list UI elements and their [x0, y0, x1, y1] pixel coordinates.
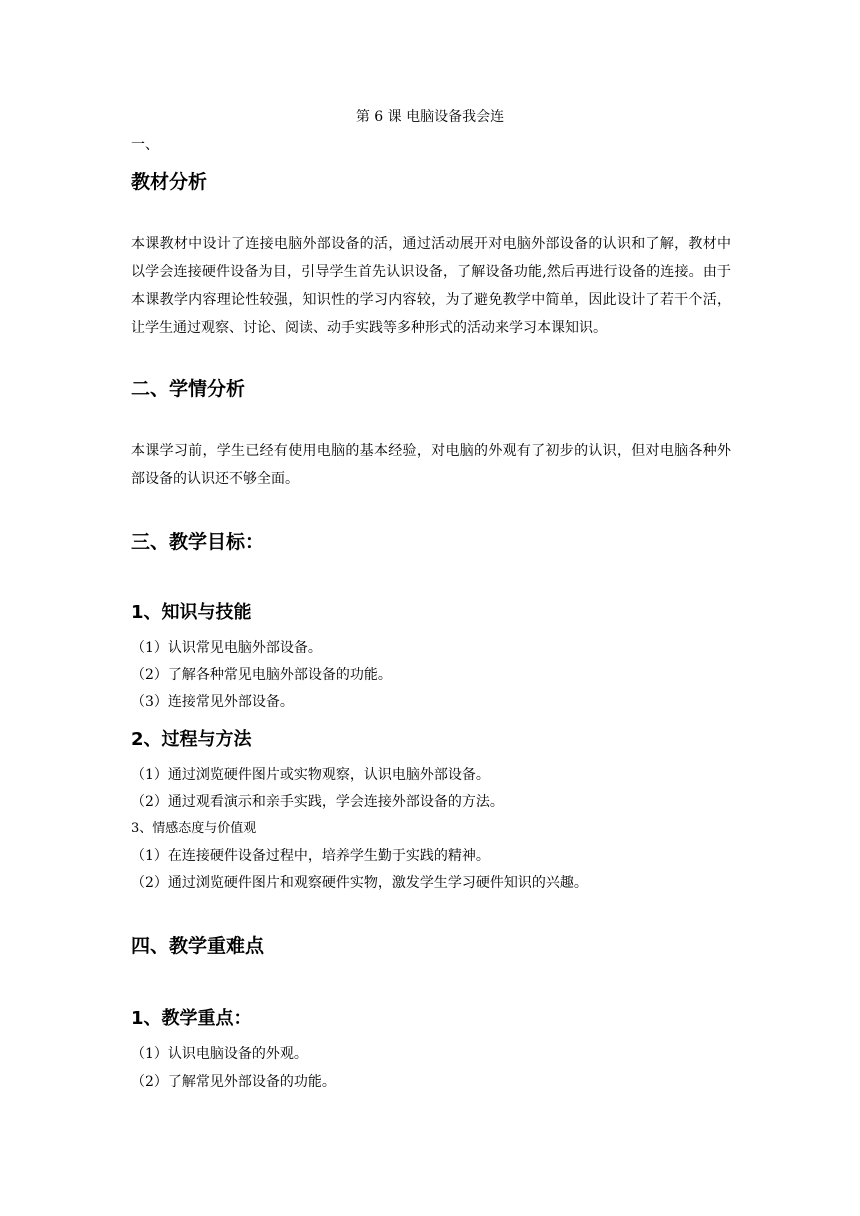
paragraph-student-analysis: 本课学习前，学生已经有使用电脑的基本经验，对电脑的外观有了初步的认识，但对电脑各种外部设备的认识还不够全面。 — [131, 443, 731, 487]
list-item: （1）通过浏览硬件图片或实物观察，认识电脑外部设备。 — [131, 767, 490, 783]
list-item: （2）了解各种常见电脑外部设备的功能。 — [131, 667, 392, 683]
heading-key-difficulties: 四、教学重难点 — [131, 935, 265, 957]
subheading-attitude-values: 3、情感态度与价值观 — [131, 821, 257, 836]
heading-teaching-goals: 三、教学目标： — [131, 531, 265, 553]
list-item: （1）认识电脑设备的外观。 — [131, 1046, 308, 1062]
paragraph-textbook-analysis: 本课教材中设计了连接电脑外部设备的活，通过活动展开对电脑外部设备的认识和了解，教材中以学会连接硬件设备为目，引导学生首先认识设备，了解设备功能,然后再进行设备的连接。由于本课教学内容理论性较强，知识性的学习内容较，为了避免教学中简单，因此设计了若干个活，让学生通过观察、讨论、阅读、动手实践等多种形式的活动来学习本课知识。 — [131, 236, 731, 336]
list-item: （2）了解常见外部设备的功能。 — [131, 1074, 336, 1090]
heading-textbook-analysis: 教材分析 — [131, 171, 208, 193]
document-title: 第 6 课 电脑设备我会连 — [355, 109, 505, 125]
list-item: （3）连接常见外部设备。 — [131, 694, 294, 710]
subheading-process-method: 2、过程与方法 — [131, 729, 252, 750]
list-item: （1）认识常见电脑外部设备。 — [131, 640, 322, 656]
heading-student-analysis: 二、学情分析 — [131, 378, 246, 400]
list-item: （2）通过浏览硬件图片和观察硬件实物，激发学生学习硬件知识的兴趣。 — [131, 875, 588, 891]
list-item: （2）通过观看演示和亲手实践，学会连接外部设备的方法。 — [131, 794, 504, 810]
subheading-teaching-key-points: 1、教学重点： — [131, 1008, 252, 1029]
list-item: （1）在连接硬件设备过程中，培养学生勤于实践的精神。 — [131, 848, 490, 864]
subheading-knowledge-skills: 1、知识与技能 — [131, 602, 252, 623]
section-marker: 一、 — [131, 137, 159, 153]
